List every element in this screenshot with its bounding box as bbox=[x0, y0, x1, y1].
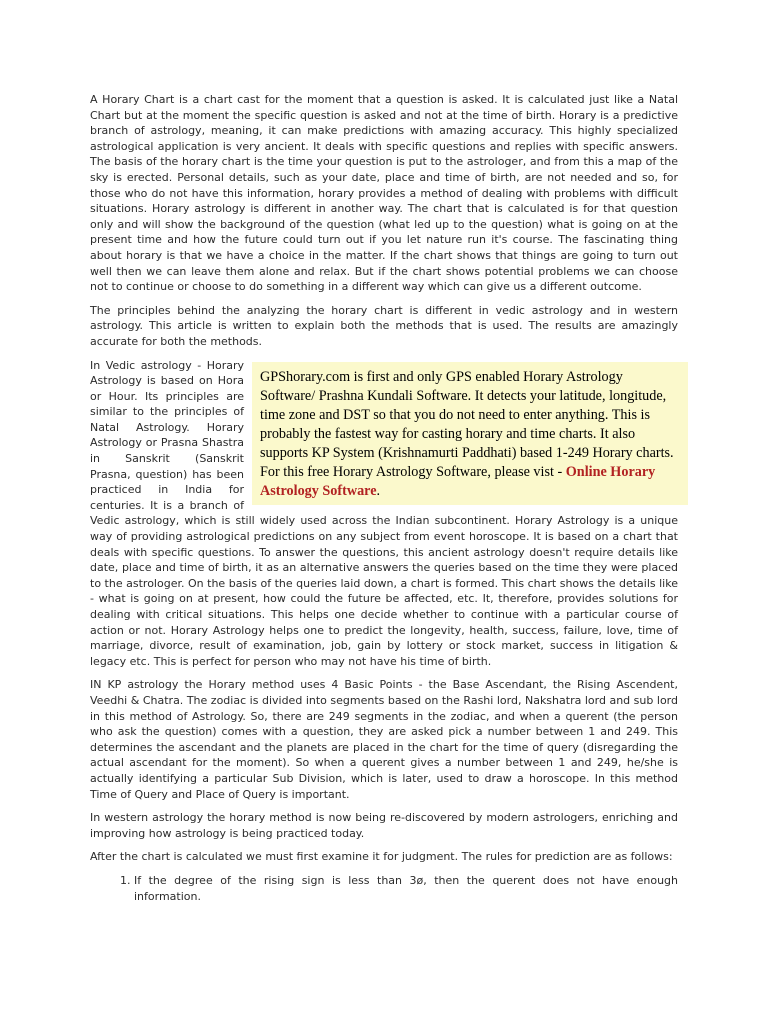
prediction-rules-intro: After the chart is calculated we must first examine it for judgment. The rules for prediction are as follows: bbox=[90, 850, 673, 864]
list-item: 1. If the degree of the rising sign is less than 3ø, then the querent does not have enough information. bbox=[134, 873, 678, 904]
promo-box bbox=[252, 362, 688, 505]
promo-text: GPShorary.com is first and only GPS enabled Horary Astrology Software/ Prashna Kundali Software. It detects your latitude, longitude, time zone and DST so that you do not need to enter anything. This is probably the fastest way for casting horary and time charts. It also supports KP System (Krishnamurti Paddhati) based 1-249 Horary charts. For this free Horary Astrology Software, please vist - bbox=[260, 368, 674, 480]
kp-astrology-paragraph: IN KP astrology the Horary method uses 4 Basic Points - the Base Ascendant, the Rising Ascendent, Veedhi & Chatra. The zodiac is divided into segments based on the Rashi lord, Nakshatra lord and sub lord in this method of Astrology. So, there are 249 segments in the zodiac, and when a querent (the person who ask the question) comes with a question, they are asked pick a number between 1 and 249. This determines the ascendant and the planets are placed in the chart for the time of query (disregarding the actual ascendant for the moment). So when a querent gives a number between 1 and 249, he/she is actually identifying a particular Sub Division, which is later, used to draw a horoscope. In this method Time of Query and Place of Query is important. bbox=[90, 678, 678, 801]
western-astrology-paragraph: In western astrology the horary method is now being re-discovered by modern astrologers, enriching and improving how astrology is being practiced today. bbox=[90, 811, 678, 840]
promo-suffix: . bbox=[376, 482, 381, 499]
vedic-astrology-paragraph: In Vedic astrology - Horary Astrology is based on Hora or Hour. Its principles are similar to the principles of Natal Astrology. Horary Astrology or Prasna Shastra in Sanskrit (Sanskrit Prasna, question) has been practiced in India for centuries. It is a branch of Vedic astrology, which is still widely used across the Indian subcontinent. Horary Astrology is a unique way of providing astrological predictions on any subject from event horoscope. It is based on a chart that deals with specific questions. To answer the questions, this ancient astrology doesn't require details like date, place and time of birth, it as an alternative answers the queries based on the time they were placed to the astrologer. On the basis of the queries laid down, a chart is formed. This chart shows the details like - what is going on at present, how could the future be affected, etc. It, therefore, provides solutions for dealing with critical situations. This helps one decide whether to continue with a particular course of action or not. Horary Astrology helps one to predict the longevity, health, success, failure, love, time of marriage, divorce, result of examination, job, gain by lottery or stock market, success in litigation & legacy etc. This is perfect for person who may not have his time of birth. bbox=[90, 358, 678, 668]
prediction-rules-list bbox=[90, 873, 678, 904]
intro-paragraph: A Horary Chart is a chart cast for the moment that a question is asked. It is calculated just like a Natal Chart but at the moment the specific question is asked and not at the time of birth. Horary is a predictive branch of astrology, meaning, it can make predictions with amazing accuracy. This highly specialized astrological application is very ancient. It deals with specific questions and replies with specific answers. The basis of the horary chart is the time your question is put to the astrologer, and from this a map of the sky is erected. Personal details, such as your date, place and time of birth, are not needed and so, for those who do not have this information, horary provides a method of dealing with problems with difficult situations. Horary astrology is different in another way. The chart that is calculated is for that question only and will show the background of the question (what led up to the question) what is going on at the present time and how the future could turn out if you let nature run it's course. The fascinating thing about horary is that we have a choice in the matter. If the chart shows that things are going to turn out well then we can leave them alone and relax. But if the chart shows potential problems we can choose not to continue or choose to do something in a different way which can give us a different outcome. bbox=[90, 93, 678, 294]
principles-paragraph: The principles behind the analyzing the horary chart is different in vedic astrology and in western astrology. This article is written to explain both the methods that is used. The results are amazingly accurate for both the methods. bbox=[90, 303, 678, 348]
article-body bbox=[90, 92, 678, 904]
online-horary-software-link[interactable]: Online Horary Astrology Software bbox=[260, 463, 656, 499]
